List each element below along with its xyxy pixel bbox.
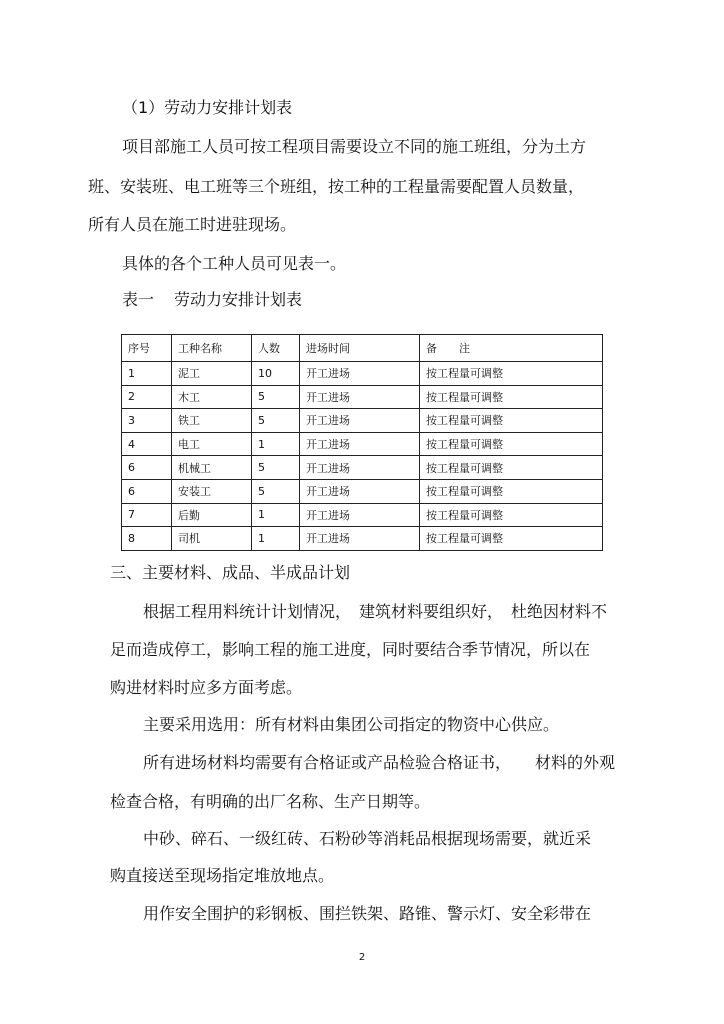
intro-line-1: 项目部施工人员可按工程项目需要设立不同的施工班组，分为土方 xyxy=(122,137,587,156)
table-cell: 机械工 xyxy=(172,456,252,480)
intro-line-2: 班、安装班、电工班等三个班组，按工种的工程量需要配置人员数量， xyxy=(88,177,585,196)
table-cell: 安装工 xyxy=(172,479,252,503)
table-cell: 电工 xyxy=(172,432,252,456)
table-cell: 开工进场 xyxy=(300,385,420,409)
section3-heading: 三、主要材料、成品、半成品计划 xyxy=(110,563,351,582)
materials-para2: 主要采用选用：所有材料由集团公司指定的物资中心供应。 xyxy=(143,715,560,734)
table-cell: 开工进场 xyxy=(300,456,420,480)
header-cell: 工种名称 xyxy=(172,335,252,362)
table-cell: 按工程量可调整 xyxy=(420,456,603,480)
table-row xyxy=(122,409,603,433)
intro-line-3: 所有人员在施工时进驻现场。 xyxy=(88,215,297,234)
table-row xyxy=(122,527,603,551)
table-cell: 6 xyxy=(122,479,172,503)
table-cell: 1 xyxy=(252,432,300,456)
table-cell: 开工进场 xyxy=(300,409,420,433)
materials-para3-line1: 所有进场材料均需要有合格证或产品检验合格证书， 材料的外观 xyxy=(143,753,616,772)
table-cell: 1 xyxy=(252,527,300,551)
header-cell: 人数 xyxy=(252,335,300,362)
header-cell: 备 注 xyxy=(420,335,603,362)
table-row xyxy=(122,385,603,409)
table-cell: 按工程量可调整 xyxy=(420,503,603,527)
table-cell: 2 xyxy=(122,385,172,409)
table-cell: 5 xyxy=(252,456,300,480)
table-cell: 泥工 xyxy=(172,362,252,386)
table-cell: 按工程量可调整 xyxy=(420,479,603,503)
table-cell: 按工程量可调整 xyxy=(420,432,603,456)
table-cell: 3 xyxy=(122,409,172,433)
table-cell: 铁工 xyxy=(172,409,252,433)
table-cell: 5 xyxy=(252,385,300,409)
table-cell: 1 xyxy=(252,503,300,527)
table-cell: 4 xyxy=(122,432,172,456)
table-cell: 按工程量可调整 xyxy=(420,527,603,551)
table-cell: 按工程量可调整 xyxy=(420,362,603,386)
table-cell: 司机 xyxy=(172,527,252,551)
materials-para4-line1: 中砂、碎石、一级红砖、石粉砂等消耗品根据现场需要，就近采 xyxy=(143,829,592,848)
table-cell: 开工进场 xyxy=(300,479,420,503)
table-row xyxy=(122,479,603,503)
table-caption-title: 劳动力安排计划表 xyxy=(174,290,303,309)
table-cell: 开工进场 xyxy=(300,527,420,551)
table-cell: 木工 xyxy=(172,385,252,409)
section-heading: （1）劳动力安排计划表 xyxy=(122,98,293,117)
materials-para1-line2: 足而造成停工，影响工程的施工进度，同时要结合季节情况，所以在 xyxy=(110,640,591,659)
table-row xyxy=(122,432,603,456)
materials-para4-line2: 购直接送至现场指定堆放地点。 xyxy=(110,866,335,885)
materials-para1-line1: 根据工程用料统计计划情况， 建筑材料要组织好， 杜绝因材料不 xyxy=(143,602,608,621)
table-reference: 具体的各个工种人员可见表一。 xyxy=(122,254,347,273)
labor-plan-table xyxy=(121,334,603,551)
table-cell: 开工进场 xyxy=(300,362,420,386)
table-cell: 开工进场 xyxy=(300,432,420,456)
table-cell: 8 xyxy=(122,527,172,551)
table-row xyxy=(122,503,603,527)
table-caption-label: 表一 xyxy=(122,290,155,309)
materials-para1-line3: 购进材料时应多方面考虑。 xyxy=(110,678,303,697)
materials-para3-line2: 检查合格，有明确的出厂名称、生产日期等。 xyxy=(110,792,431,811)
page-number: 2 xyxy=(358,952,366,963)
table-cell: 10 xyxy=(252,362,300,386)
materials-para5: 用作安全围护的彩钢板、围拦铁架、路锥、警示灯、安全彩带在 xyxy=(143,904,592,923)
header-cell: 序号 xyxy=(122,335,172,362)
table-row xyxy=(122,456,603,480)
table-cell: 按工程量可调整 xyxy=(420,385,603,409)
table-header-row xyxy=(122,335,603,362)
table-cell: 后勤 xyxy=(172,503,252,527)
table-cell: 5 xyxy=(252,479,300,503)
table-cell: 5 xyxy=(252,409,300,433)
table-cell: 开工进场 xyxy=(300,503,420,527)
table-cell: 7 xyxy=(122,503,172,527)
header-cell: 进场时间 xyxy=(300,335,420,362)
table-cell: 6 xyxy=(122,456,172,480)
table-cell: 按工程量可调整 xyxy=(420,409,603,433)
table-row xyxy=(122,362,603,386)
table-cell: 1 xyxy=(122,362,172,386)
